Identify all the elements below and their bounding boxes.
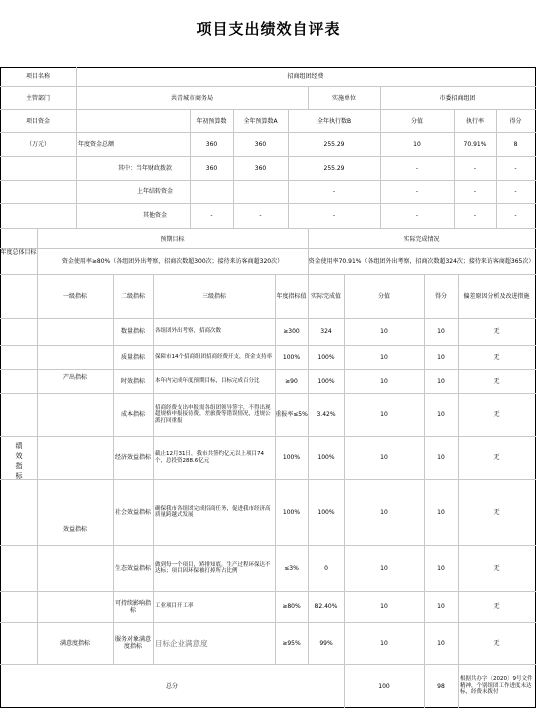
- perf-score-value: 10: [380, 328, 388, 335]
- perf-l3: 截止12月31日，我市共签约亿元以上项目74个，总投资288.6亿元: [155, 451, 264, 464]
- funds-cell: 255.29: [323, 164, 345, 172]
- group-satisfaction: 满意度指标: [59, 639, 90, 647]
- funds-label: 项目资金: [25, 117, 50, 125]
- goal-actual-label: 实际完成情况: [403, 235, 440, 243]
- funds-cell: -: [332, 212, 336, 219]
- perf-header-l2: 二级指标: [120, 292, 145, 300]
- funds-cell: 360: [205, 140, 218, 148]
- perf-score: 10: [437, 328, 445, 335]
- perf-actual: 100%: [317, 353, 335, 361]
- group-output: 产出指标: [62, 373, 87, 381]
- funds-cell: -: [415, 188, 419, 195]
- total-value: 100: [378, 682, 390, 690]
- perf-score-value: 10: [380, 603, 388, 610]
- perf-l2: 质量指标: [120, 353, 145, 361]
- perf-target: ≤3%: [284, 564, 299, 572]
- perf-l2: 数量指标: [120, 328, 145, 335]
- goal-label: 年度总体目标: [0, 248, 37, 256]
- perf-target: ≥300: [283, 328, 300, 335]
- perf-score: 10: [437, 508, 445, 516]
- perf-l2: 时效指标: [120, 377, 145, 385]
- perf-actual: 100%: [317, 508, 335, 516]
- funds-cell: [233, 180, 288, 203]
- perf-l3: 本年内完成年度预期目标，目标完成百分比: [155, 377, 260, 384]
- perf-header-score-value: 分值: [377, 292, 390, 300]
- perf-actual: 99%: [319, 639, 333, 647]
- perf-score: 10: [437, 411, 445, 418]
- perf-l2: 服务对象满意度指标: [114, 636, 151, 650]
- grid-line: [0, 228, 536, 229]
- total-label: 总分: [165, 682, 178, 690]
- funds-header: 全年执行数B: [316, 117, 352, 125]
- perf-score-value: 10: [380, 454, 388, 461]
- project-name-label: 项目名称: [25, 73, 50, 80]
- perf-l2: 可持续影响指标: [114, 599, 151, 614]
- page-title: 项目支出绩效自评表: [196, 20, 341, 38]
- dept-value: 共青城市商务局: [170, 94, 213, 102]
- funds-header: 分值: [410, 117, 423, 125]
- perf-target: 100%: [282, 508, 301, 516]
- perf-score-value: 10: [380, 411, 388, 418]
- funds-cell: [190, 180, 233, 203]
- grid-line: [76, 109, 77, 228]
- funds-cell: -: [473, 164, 477, 172]
- perf-reason: 无: [493, 508, 500, 516]
- funds-cell: -: [210, 212, 213, 219]
- funds-cell: -: [473, 212, 477, 219]
- perf-reason: 无: [493, 377, 500, 385]
- perf-target: 100%: [282, 353, 301, 361]
- dept-label: 主管部门: [25, 94, 50, 102]
- funds-cell: 8: [513, 140, 518, 148]
- funds-cell: 255.29: [323, 140, 345, 148]
- perf-l3: 保障市14个招商组团招商经费开支，资金支持率: [155, 353, 273, 360]
- perf-reason: 无: [493, 564, 500, 572]
- funds-cell: 70.91%: [463, 140, 487, 148]
- perf-l3: 目标企业满意度: [155, 638, 208, 648]
- perf-l3: 招商经费支出申报需各组团领导签字，不得出现超规格申报接待费，差旅费等错误情况，违规公派打回重报: [155, 404, 271, 424]
- perf-target: 重报率≤5%: [275, 411, 308, 418]
- funds-cell: -: [259, 212, 262, 219]
- funds-cell: -: [514, 188, 517, 195]
- perf-score: 10: [437, 353, 445, 361]
- perf-score-value: 10: [380, 377, 388, 385]
- grid-line: [153, 274, 154, 664]
- perf-header-l3: 三级指标: [201, 292, 226, 300]
- total-score: 98: [437, 682, 445, 690]
- perf-actual: 0: [324, 564, 328, 572]
- perf-score-value: 10: [380, 353, 388, 361]
- funds-cell: 10: [413, 140, 421, 148]
- funds-header: 执行率: [465, 117, 484, 125]
- perf-target: ≥80%: [282, 603, 301, 610]
- perf-actual: 324: [320, 328, 332, 335]
- perf-reason: 无: [493, 328, 500, 335]
- perf-score: 10: [437, 603, 445, 610]
- impl-label: 实施单位: [331, 94, 356, 102]
- perf-l2: 生态效益指标: [114, 564, 151, 572]
- impl-value: 市委招商组团: [439, 94, 476, 102]
- perf-header-actual: 实际完成值: [310, 292, 341, 300]
- perf-l2: 经济效益指标: [114, 454, 151, 461]
- funds-cell: -: [332, 188, 336, 195]
- perf-reason: 无: [493, 454, 500, 461]
- funds-unit: （万元）: [25, 140, 50, 148]
- perf-actual: 100%: [317, 454, 335, 461]
- funds-cell: 360: [205, 164, 218, 172]
- perf-reason: 无: [493, 603, 500, 610]
- perf-score: 10: [437, 377, 445, 385]
- perf-header-target: 年度指标值: [276, 292, 307, 300]
- funds-cell: -: [415, 212, 419, 219]
- funds-header: 全年预算数A: [243, 117, 278, 125]
- perf-header-score: 得分: [434, 292, 447, 300]
- funds-header: 年初预算数: [196, 117, 227, 125]
- perf-actual: 82.40%: [314, 603, 338, 610]
- perf-actual: 3.42%: [316, 411, 336, 418]
- funds-cell: 360: [254, 164, 267, 172]
- perf-actual: 100%: [317, 377, 335, 385]
- funds-row-name: 上年结转资金: [136, 188, 173, 195]
- perf-l3: 确保我市各组团完成招商任务，促进我市经济高质量跨越式发展: [155, 505, 271, 518]
- perf-target: ≥95%: [282, 639, 301, 647]
- funds-cell: -: [415, 164, 419, 172]
- perf-score: 10: [437, 639, 445, 647]
- perf-score: 10: [437, 454, 445, 461]
- group-effect: 效益指标: [62, 525, 87, 533]
- perf-reason: 无: [493, 411, 500, 418]
- grid-line: [458, 664, 459, 708]
- perf-header-l1: 一级指标: [62, 292, 87, 300]
- funds-header: 得分: [509, 117, 522, 125]
- funds-row-name: 其他资金: [142, 212, 167, 219]
- perf-side-label: 绩效指标: [15, 442, 23, 482]
- project-name-value: 招商组团经费: [287, 73, 324, 80]
- perf-score-value: 10: [380, 639, 388, 647]
- perf-reason: 无: [493, 353, 500, 361]
- perf-l3: 各组团外出考察，招商次数: [155, 328, 222, 335]
- funds-cell: -: [514, 212, 517, 219]
- funds-cell: 360: [254, 140, 267, 148]
- perf-l3: 做到每一个项目，矫排知底，生产过程环保达不达标；项目因环保被打掉所占比例: [155, 561, 271, 574]
- perf-target: ≥90: [285, 377, 298, 385]
- goal-expected: 资金使用率≥80%（各组团外出考察，招商次数超300次；接待来访客商超320次）: [61, 257, 284, 265]
- funds-cell: -: [473, 188, 477, 195]
- goal-actual: 资金使用率70.91%（各组团外出考察，招商次数超324次；接待来访客商超365次）: [308, 257, 535, 265]
- perf-score-value: 10: [380, 508, 388, 516]
- perf-score-value: 10: [380, 564, 388, 572]
- perf-l2: 成本指标: [120, 411, 145, 418]
- goal-expected-label: 预期目标: [160, 235, 185, 243]
- perf-target: 100%: [282, 454, 301, 461]
- funds-cell: -: [514, 164, 517, 172]
- grid-line: [535, 67, 536, 708]
- perf-reason: 无: [493, 639, 500, 647]
- total-note: 根据共办字〔2020〕9号文件精神，个别组团工作进度未达标，经费未拨付: [460, 676, 533, 696]
- perf-l3: 工业项目开工率: [155, 603, 194, 610]
- funds-row-name: 其中：当年财政拨款: [117, 164, 172, 172]
- perf-l2: 社会效益指标: [114, 508, 151, 516]
- perf-header-reason: 偏差原因分析及改进措施: [463, 292, 530, 300]
- funds-row-name: 年度资金总额: [78, 140, 115, 148]
- perf-score: 10: [437, 564, 445, 572]
